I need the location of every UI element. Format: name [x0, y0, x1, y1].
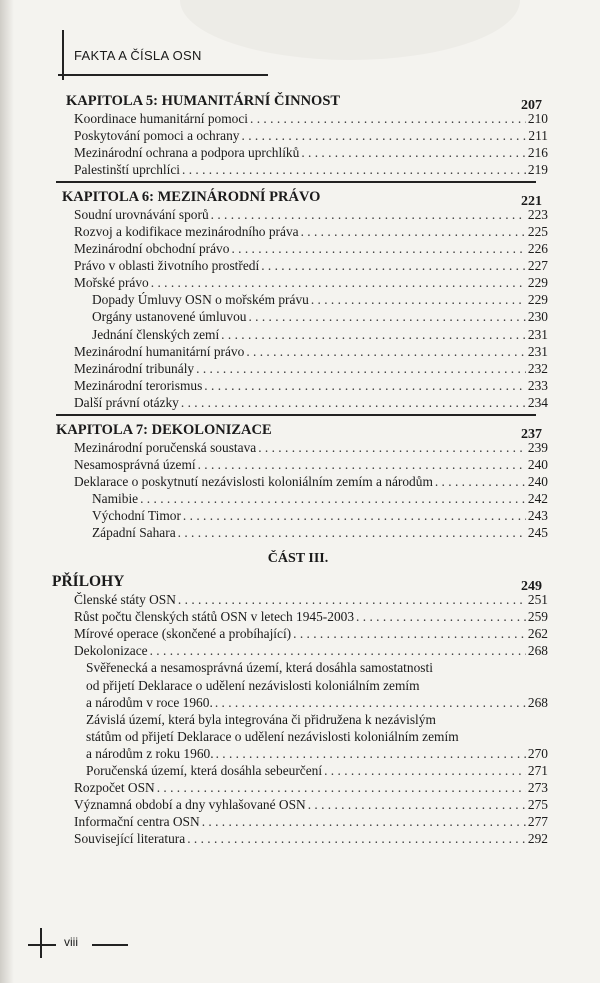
toc-entry-page: 211 — [528, 128, 548, 144]
toc-entry-last-line — [86, 745, 548, 762]
toc-entry-label: Mezinárodní tribunály — [74, 360, 195, 376]
toc-entry-label: Orgány ustanovené úmluvou — [92, 309, 247, 325]
toc-entry-label: Nesamosprávná území — [74, 456, 196, 472]
toc-entry-line: Svěřenecká a nesamosprávná území, která dosáhla samostatnosti — [86, 660, 433, 676]
toc-entry-label: Rozpočet OSN — [74, 780, 155, 796]
toc-entry[interactable] — [48, 110, 548, 127]
running-header: FAKTA A ČÍSLA OSN — [74, 48, 202, 63]
toc-entry[interactable] — [48, 456, 548, 473]
chapter-title: KAPITOLA 7: DEKOLONIZACE — [56, 421, 272, 438]
toc-entry-label: Právo v oblasti životního prostředí — [74, 258, 260, 274]
toc-entry-label: Mezinárodní humanitární právo — [74, 343, 245, 359]
toc-entry-page: 225 — [527, 223, 548, 239]
toc-entry-label: Rozvoj a kodifikace mezinárodního práva — [74, 223, 299, 239]
chapter-page: 221 — [521, 193, 542, 209]
toc-entry-page: 292 — [527, 831, 548, 847]
toc-subentry[interactable] — [48, 308, 548, 325]
toc-entry-label: Mezinárodní ochrana a podpora uprchlíků — [74, 145, 300, 161]
leader-dots — [308, 796, 526, 813]
toc-entry-label: Mezinárodní obchodní právo — [74, 241, 230, 257]
toc-entry-page: 229 — [527, 275, 548, 291]
toc-entry-label: Mezinárodní poručenská soustava — [74, 439, 257, 455]
toc-entry-page: 240 — [527, 456, 548, 472]
chapter-page: 237 — [521, 426, 542, 442]
toc-entry-label: Východní Timor — [92, 507, 181, 523]
toc-entry[interactable] — [48, 439, 548, 456]
toc-entry-label: Růst počtu členských států OSN v letech 1945-2003 — [74, 609, 355, 625]
leader-dots — [198, 456, 526, 473]
leader-dots — [211, 206, 526, 223]
toc-entry[interactable] — [48, 127, 548, 144]
leader-dots — [261, 257, 526, 274]
toc-entry-page: 239 — [527, 439, 548, 455]
chapter-7-heading[interactable] — [48, 421, 548, 442]
leader-dots — [301, 223, 526, 240]
table-of-contents — [48, 92, 548, 847]
leader-dots — [248, 308, 525, 325]
leader-dots — [140, 490, 526, 507]
leader-dots — [150, 642, 526, 659]
toc-entry-page: 233 — [527, 377, 548, 393]
toc-subentry[interactable] — [48, 524, 548, 541]
toc-entry[interactable] — [48, 394, 548, 411]
toc-subentry[interactable] — [48, 762, 548, 779]
page-gutter-shadow — [0, 0, 14, 983]
toc-entry-page: 234 — [527, 394, 548, 410]
toc-entry-label: Jednání členských zemí — [92, 326, 220, 342]
footer-crop-mark-vertical — [40, 928, 42, 958]
toc-entry-page: 216 — [527, 145, 548, 161]
toc-entry-page: 251 — [527, 592, 548, 608]
toc-entry[interactable] — [48, 473, 548, 490]
toc-subentry[interactable] — [48, 291, 548, 308]
toc-entry[interactable] — [48, 343, 548, 360]
leader-dots — [311, 291, 526, 308]
toc-entry[interactable] — [48, 796, 548, 813]
section-divider — [56, 181, 536, 183]
chapter-page: 207 — [521, 98, 542, 113]
toc-entry-label: Západní Sahara — [92, 524, 176, 540]
toc-entry-label: Soudní urovnávání sporů — [74, 206, 209, 222]
leader-dots — [182, 161, 526, 178]
leader-dots — [246, 343, 526, 360]
toc-entry-page: 230 — [527, 309, 548, 325]
toc-entry[interactable] — [48, 257, 548, 274]
toc-entry[interactable] — [48, 591, 548, 608]
leader-dots — [181, 394, 526, 411]
toc-entry-page: 259 — [527, 609, 548, 625]
toc-multiline-entry[interactable] — [48, 659, 548, 710]
toc-entry-label: Namibie — [92, 490, 139, 506]
toc-entry[interactable] — [48, 779, 548, 796]
toc-subentry[interactable] — [48, 326, 548, 343]
toc-entry-label: Členské státy OSN — [74, 592, 176, 608]
chapter-title: KAPITOLA 5: HUMANITÁRNÍ ČINNOST — [66, 93, 341, 109]
toc-entry-label: Koordinace humanitární pomoci — [74, 111, 249, 126]
toc-entry-label: Mořské právo — [74, 275, 149, 291]
toc-entry-page: 232 — [527, 360, 548, 376]
chapter-5-heading[interactable] — [48, 92, 548, 113]
leader-dots — [204, 377, 526, 394]
toc-entry-label: Mírové operace (skončené a probíhající) — [74, 626, 292, 642]
toc-entry-page: 231 — [527, 343, 548, 359]
leader-dots — [250, 110, 526, 127]
toc-entry-label: Poručenská území, která dosáhla sebeurčení — [86, 763, 323, 778]
toc-entry-line: Závislá území, která byla integrována či přidružena k nezávislým — [86, 711, 436, 727]
leader-dots — [215, 694, 526, 711]
toc-entry-page: 273 — [527, 780, 548, 796]
toc-entry[interactable] — [48, 144, 548, 161]
toc-entry-page: 271 — [527, 763, 548, 778]
toc-entry-page: 268 — [527, 694, 548, 710]
un-emblem-watermark — [180, 0, 520, 60]
chapter-page: 249 — [521, 579, 542, 595]
toc-subentry[interactable] — [48, 490, 548, 507]
toc-entry[interactable] — [48, 360, 548, 377]
header-crop-mark-vertical — [62, 30, 64, 80]
chapter-title: PŘÍLOHY — [52, 573, 125, 591]
leader-dots — [151, 274, 526, 291]
leader-dots — [231, 240, 525, 257]
header-rule — [58, 74, 268, 76]
toc-entry-label: Dopady Úmluvy OSN o mořském právu — [92, 292, 309, 308]
toc-entry-page: 219 — [527, 162, 548, 178]
leader-dots — [293, 625, 526, 642]
toc-entry-page: 270 — [527, 745, 548, 761]
toc-entry-page: 240 — [527, 473, 548, 489]
toc-entry[interactable] — [48, 240, 548, 257]
toc-entry-page: 262 — [527, 626, 548, 642]
toc-entry-page: 227 — [527, 258, 548, 274]
toc-entry-last-line — [86, 694, 548, 711]
toc-entry-label: a národům z roku 1960. — [86, 745, 214, 761]
toc-entry[interactable] — [48, 274, 548, 291]
toc-entry-label: Související literatura — [74, 831, 186, 847]
toc-entry-line: od přijetí Deklarace o udělení nezávislosti koloniálním zemím — [86, 677, 420, 693]
toc-entry[interactable] — [48, 206, 548, 223]
leader-dots — [216, 745, 526, 762]
toc-entry-page: 231 — [527, 326, 548, 342]
toc-entry-page: 226 — [527, 241, 548, 257]
toc-entry-page: 275 — [527, 797, 548, 813]
toc-entry-label: Dekolonizace — [74, 643, 148, 659]
leader-dots — [324, 762, 526, 779]
leader-dots — [178, 524, 526, 541]
part-heading: ČÁST III. — [267, 551, 329, 567]
leader-dots — [221, 326, 526, 343]
toc-entry-page: 229 — [527, 292, 548, 308]
toc-entry[interactable] — [48, 830, 548, 847]
toc-entry-page: 277 — [527, 814, 548, 830]
toc-entry-label: Mezinárodní terorismus — [74, 377, 203, 393]
chapter-6-heading[interactable] — [48, 188, 548, 209]
leader-dots — [258, 439, 526, 456]
toc-entry-label: a národům v roce 1960. — [86, 694, 213, 710]
toc-entry[interactable] — [48, 625, 548, 642]
leader-dots — [301, 144, 526, 161]
toc-entry-label: Poskytování pomoci a ochrany — [74, 128, 240, 144]
leader-dots — [202, 813, 526, 830]
leader-dots — [157, 779, 526, 796]
toc-entry-page: 242 — [527, 490, 548, 506]
footer-rule — [92, 944, 128, 946]
toc-entry-label: Další právní otázky — [74, 394, 179, 410]
footer-crop-mark-horizontal — [28, 944, 56, 946]
appendix-heading[interactable] — [48, 573, 548, 595]
toc-multiline-entry[interactable] — [48, 711, 548, 762]
section-divider — [56, 414, 536, 416]
toc-subentry[interactable] — [48, 507, 548, 524]
toc-entry-page: 268 — [527, 643, 548, 659]
chapter-title: KAPITOLA 6: MEZINÁRODNÍ PRÁVO — [62, 188, 321, 205]
toc-entry-label: Významná období a dny vyhlašované OSN — [74, 797, 306, 813]
toc-entry[interactable] — [48, 642, 548, 659]
toc-entry-page: 243 — [527, 507, 548, 523]
leader-dots — [196, 360, 526, 377]
leader-dots — [356, 608, 526, 625]
toc-entry[interactable] — [48, 608, 548, 625]
page-number: viii — [64, 935, 78, 949]
toc-entry-page: 210 — [527, 111, 548, 126]
leader-dots — [242, 127, 527, 144]
toc-entry-page: 223 — [527, 206, 548, 222]
leader-dots — [183, 507, 526, 524]
toc-entry-label: Palestinští uprchlíci — [74, 162, 180, 178]
toc-entry[interactable] — [48, 813, 548, 830]
toc-entry[interactable] — [48, 377, 548, 394]
toc-entry-page: 245 — [527, 524, 548, 540]
toc-entry-line: státům od přijetí Deklarace o udělení nezávislosti koloniálním zemím — [86, 728, 459, 744]
leader-dots — [435, 473, 526, 490]
leader-dots — [178, 591, 526, 608]
leader-dots — [187, 830, 526, 847]
toc-entry[interactable] — [48, 223, 548, 240]
toc-entry-label: Informační centra OSN — [74, 814, 200, 830]
toc-entry[interactable] — [48, 161, 548, 178]
toc-entry-label: Deklarace o poskytnutí nezávislosti koloniálním zemím a národům — [74, 473, 433, 489]
